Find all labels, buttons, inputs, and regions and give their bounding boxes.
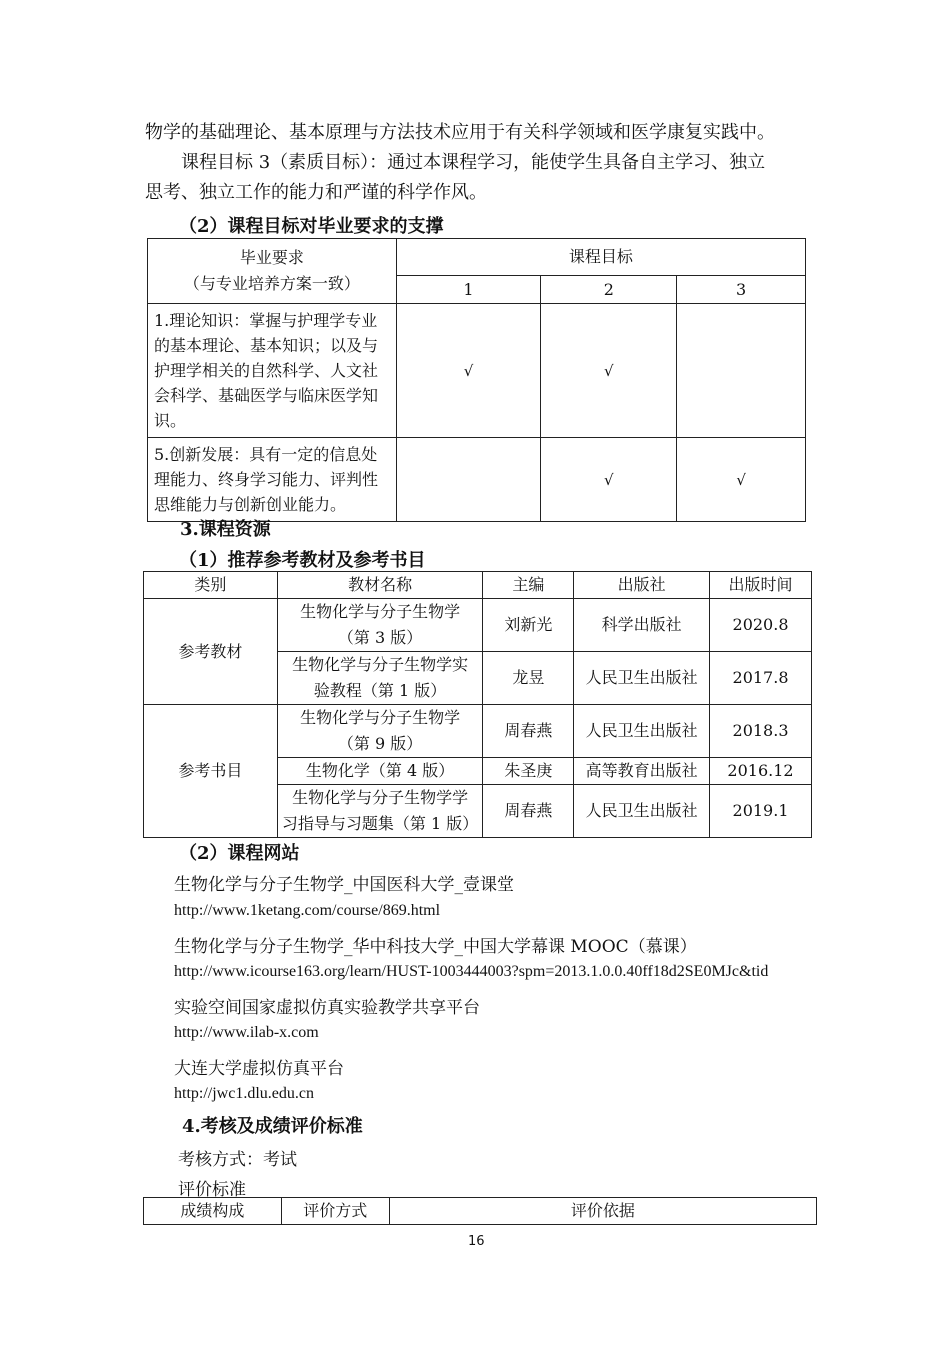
- websites-heading: （2）课程网站: [179, 843, 300, 864]
- goal-col-1: 1: [396, 276, 541, 304]
- book-publisher: 高等教育出版社: [574, 758, 710, 785]
- resources-heading: 3.课程资源: [180, 519, 271, 540]
- book-publisher: 人民卫生出版社: [574, 652, 710, 705]
- book-editor: 周春燕: [483, 705, 574, 758]
- book-title: 生物化学（第 4 版）: [277, 758, 483, 785]
- book-title-line1: 生物化学与分子生物学: [300, 708, 461, 727]
- mark-r1-c3: [677, 304, 806, 438]
- site-2-name: 生物化学与分子生物学_华中科技大学_中国大学幕课 MOOC（慕课）: [174, 937, 697, 957]
- page-number: 16: [468, 1234, 485, 1249]
- site-3-url[interactable]: http://www.ilab-x.com: [174, 1024, 319, 1041]
- book-year: 2016.12: [710, 758, 812, 785]
- header-requirement-line1: 毕业要求: [239, 248, 304, 267]
- col-header-title: 教材名称: [277, 572, 483, 599]
- col-header-year: 出版时间: [710, 572, 812, 599]
- requirement-1: 1.理论知识：掌握与护理学专业的基本理论、基本知识；以及与护理学相关的自然科学、人文社会科学、基础医学与临床医学知识。: [148, 304, 397, 438]
- mark-r2-c2: √: [541, 438, 677, 522]
- col-header-method: 评价方式: [281, 1198, 389, 1225]
- mark-r2-c3: √: [677, 438, 806, 522]
- goal-col-3: 3: [677, 276, 806, 304]
- header-requirement-line2: （与专业培养方案一致）: [183, 274, 360, 293]
- site-4-name: 大连大学虚拟仿真平台: [174, 1059, 344, 1079]
- assessment-method: 考核方式：考试: [178, 1150, 297, 1170]
- table-row: [144, 599, 812, 652]
- book-title: [277, 652, 483, 705]
- book-title-line2: （第 9 版）: [337, 734, 423, 753]
- col-header-publisher: 出版社: [574, 572, 710, 599]
- book-title: [277, 705, 483, 758]
- book-editor: 周春燕: [483, 785, 574, 838]
- book-title-line2: 验教程（第 1 版）: [313, 681, 447, 700]
- book-title-line1: 生物化学与分子生物学: [300, 602, 461, 621]
- mark-r1-c2: √: [541, 304, 677, 438]
- book-title-line1: 生物化学与分子生物学实: [292, 655, 469, 674]
- site-2-url[interactable]: http://www.icourse163.org/learn/HUST-1003444003?spm=2013.1.0.0.40ff18d2SE0MJc&tid: [174, 963, 769, 980]
- textbooks-table: [143, 571, 812, 838]
- book-year: 2020.8: [710, 599, 812, 652]
- book-title-line2: （第 3 版）: [337, 628, 423, 647]
- book-title: [277, 785, 483, 838]
- intro-line-2: 课程目标 3（素质目标）：通过本课程学习，能使学生具备自主学习、独立: [181, 152, 766, 173]
- table-row: [144, 705, 812, 758]
- book-year: 2017.8: [710, 652, 812, 705]
- book-title: [277, 599, 483, 652]
- site-3-name: 实验空间国家虚拟仿真实验教学共享平台: [174, 998, 480, 1018]
- intro-line-3: 思考、独立工作的能力和严谨的科学作风。: [145, 182, 487, 203]
- site-1-url[interactable]: http://www.1ketang.com/course/869.html: [174, 902, 441, 919]
- col-header-composition: 成绩构成: [144, 1198, 282, 1225]
- book-year: 2018.3: [710, 705, 812, 758]
- criteria-label: 评价标准: [178, 1180, 246, 1200]
- intro-line-1: 物学的基础理论、基本原理与方法技术应用于有关科学领域和医学康复实践中。: [145, 122, 775, 143]
- book-year: 2019.1: [710, 785, 812, 838]
- support-heading: （2）课程目标对毕业要求的支撑: [179, 216, 444, 237]
- requirement-5: 5.创新发展：具有一定的信息处理能力、终身学习能力、评判性思维能力与创新创业能力。: [148, 438, 397, 522]
- header-goal: 课程目标: [396, 239, 805, 276]
- mark-r2-c1: [396, 438, 541, 522]
- col-header-basis: 评价依据: [389, 1198, 816, 1225]
- category-cell: 参考教材: [144, 599, 278, 705]
- assessment-heading: 4.考核及成绩评价标准: [182, 1116, 363, 1137]
- site-4-url[interactable]: http://jwc1.dlu.edu.cn: [174, 1085, 314, 1102]
- col-header-editor: 主编: [483, 572, 574, 599]
- book-title-line2: 习指导与习题集（第 1 版）: [281, 814, 479, 833]
- criteria-table: [143, 1197, 817, 1225]
- mark-r1-c1: √: [396, 304, 541, 438]
- book-editor: 朱圣庚: [483, 758, 574, 785]
- site-1-name: 生物化学与分子生物学_中国医科大学_壹课堂: [174, 875, 514, 895]
- header-requirement: [148, 239, 397, 304]
- col-header-category: 类别: [144, 572, 278, 599]
- support-table: [147, 238, 806, 522]
- book-publisher: 人民卫生出版社: [574, 785, 710, 838]
- textbooks-heading: （1）推荐参考教材及参考书目: [179, 550, 426, 571]
- book-title-line1: 生物化学与分子生物学学: [292, 788, 469, 807]
- book-editor: 刘新光: [483, 599, 574, 652]
- book-publisher: 科学出版社: [574, 599, 710, 652]
- category-cell: 参考书目: [144, 705, 278, 838]
- book-publisher: 人民卫生出版社: [574, 705, 710, 758]
- goal-col-2: 2: [541, 276, 677, 304]
- book-editor: 龙昱: [483, 652, 574, 705]
